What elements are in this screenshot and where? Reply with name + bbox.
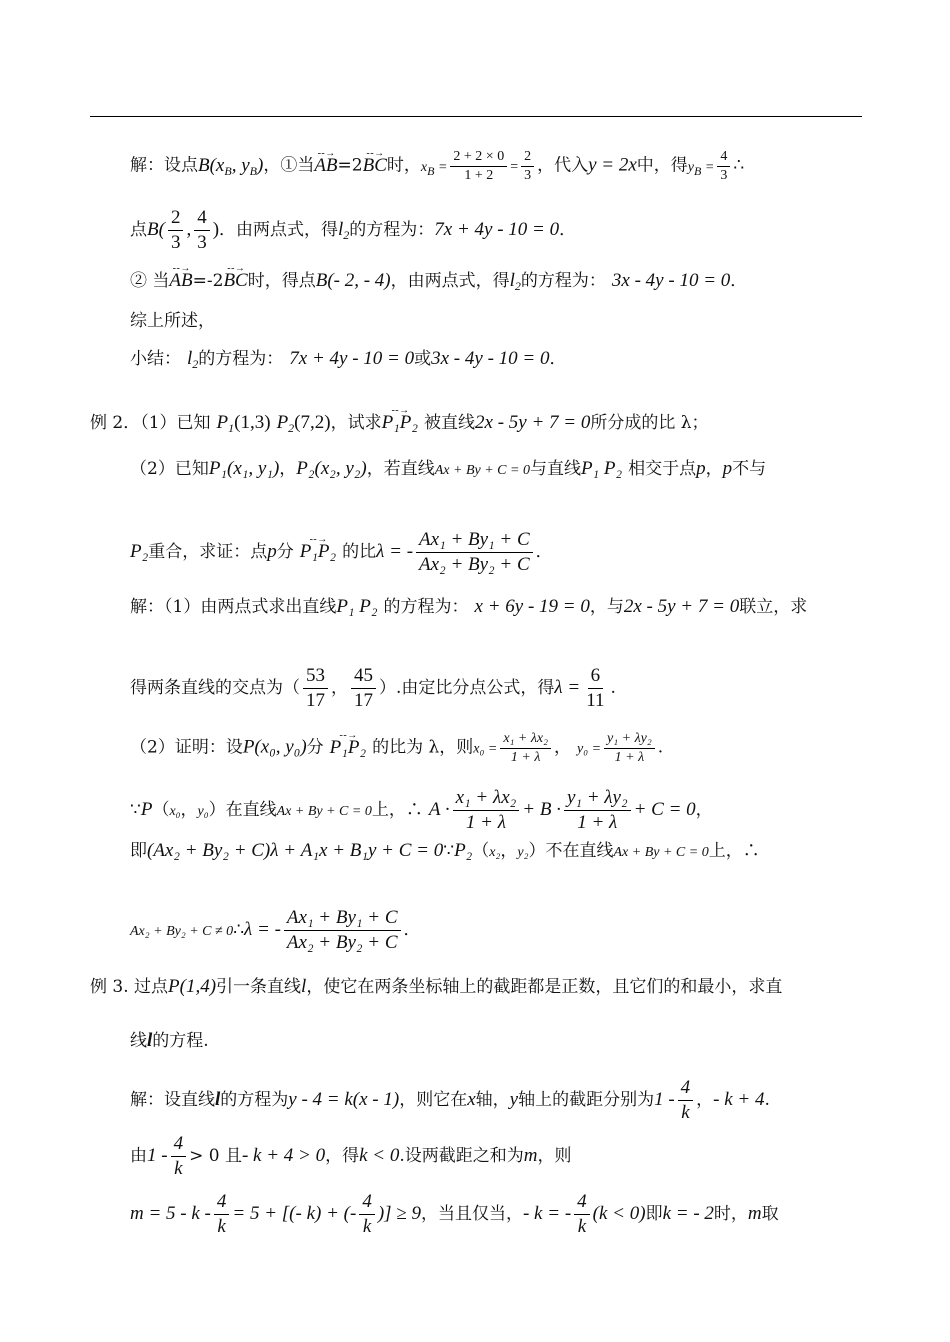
text: 即 (645, 1203, 663, 1224)
fraction-y0: $\frac{\text{y₁ + λy₂}}{1 + \lambda}$ (564, 786, 631, 835)
equation: y - 4 = k(x - 1) (288, 1088, 400, 1110)
equation: 3x - 4y - 10 = 0 (431, 348, 550, 369)
text: 的方程为： (383, 597, 469, 617)
text: ，①当 (263, 155, 315, 176)
point-P2: P₂(x₂, y₂) (296, 458, 367, 479)
point-p: p (267, 540, 277, 562)
vector-P1P2: - - → P₁P₂ (300, 535, 336, 563)
point-P1: $P_1(1,3)$ (216, 412, 271, 435)
text: 由 (130, 1145, 147, 1166)
text: 得两条直线的交点为（ (130, 677, 300, 698)
text: > 0 且 (189, 1145, 242, 1166)
text: 轴上的截距分别为 (518, 1089, 655, 1110)
text: 解：设点 (130, 155, 198, 176)
proof-line-1: （2）证明：设P(x₀, y₀)分- - → P₁P₂ 的比为 λ，则x₀ = $\frac{\text{x₁ + λx₂}}{1 + \lambda}$ ， y₀ = $\frac{\text{y₁ + λy₂}}{1 + \lambda}$ . (130, 730, 663, 766)
point-p: p (722, 458, 733, 479)
fraction-4-3: $\frac{4}{3}$ (194, 206, 210, 255)
lambda-label: λ = - (244, 918, 281, 940)
proof-line-3: 即(Ax₂ + By₂ + C)λ + A₁x + B₁y + C = 0∵P₂（x₂，y₂）不在直线Ax + By + C = 0上，∴ (130, 840, 760, 861)
solution-line-2: 点B( $\frac{2}{3}$ , $\frac{4}{3}$ )．由两点式，得$l_2$的方程为：7x + 4y - 10 = 0． (130, 207, 577, 253)
line-l: l (215, 1088, 221, 1110)
text: 的方程为： (520, 271, 606, 291)
text: 中，得 (636, 155, 688, 176)
line-l2: $l_2$ (509, 270, 521, 293)
fraction-2-3: $\frac{2}{3}$ (168, 206, 184, 255)
text: 不与 (732, 459, 767, 479)
text: ．由两点式，得 (219, 219, 339, 240)
line-l: l (301, 976, 307, 997)
text: 上，∴ (371, 799, 423, 820)
text: 相交于点 (628, 459, 697, 479)
text: 例 3. 过点 (90, 977, 169, 997)
text: 小结： (130, 349, 181, 369)
point-P1: P₁(x₁, y₁) (208, 458, 280, 479)
text: 上，∴ (708, 841, 760, 861)
fraction-lambda: $\frac{\text{Ax₁ + By₁ + C}}{\text{Ax₂ + By₂ + C}}$ (416, 528, 533, 577)
example-2-part2-cont: P₂重合，求证：点p分- - → P₁P₂ 的比λ = - $\frac{\text{Ax₁ + By₁ + C}}{\text{Ax₂ + By₂ + C}}$ ． (130, 528, 553, 577)
example-2-part2: （2）已知P₁(x₁, y₁)，P₂(x₂, y₂)，若直线Ax + By + C = 0与直线P₁ P₂ 相交于点p，p不与 (130, 458, 767, 479)
text: ）.由定比分点公式，得 (379, 677, 555, 698)
text: 的方程为 (220, 1089, 289, 1110)
text: 轴， (475, 1089, 510, 1110)
text: 时， (713, 1203, 748, 1224)
because: ∵ (443, 841, 455, 861)
text: 时， (386, 155, 421, 176)
fraction-53-17: $\frac{53}{17}$ (303, 664, 328, 713)
text: ）不在直线 (528, 841, 614, 861)
text: ，若直线 (366, 459, 435, 479)
solution-line-3: ② 当- - → AB=-2- - → BC时，得点B(- 2, - 4)，由两点式，得$l_2$的方程为： 3x - 4y - 10 = 0． (130, 264, 747, 297)
fraction-45-17: $\frac{45}{17}$ (351, 664, 376, 713)
text: 解：设直线 (130, 1089, 215, 1110)
text: 综上所述， (130, 311, 215, 331)
text: 例 2．（1）已知 (90, 413, 211, 433)
text: =2 (337, 155, 363, 176)
x0-label: x₀ = (473, 741, 498, 757)
point-B-value: B(- 2, - 4) (315, 270, 391, 291)
vector-AB: - - → AB (314, 149, 337, 177)
text: .设两截距之和为 (399, 1145, 524, 1166)
text: 的方程为： (349, 219, 435, 240)
text: 重合，求证：点 (148, 541, 268, 562)
equation: x + 6y - 19 = 0 (474, 596, 590, 617)
point-P2: P₂ (130, 540, 149, 562)
proof-line-2: ∵P（x₀，y₀）在直线Ax + By + C = 0上，∴ A · $\frac{\text{x₁ + λx₂}}{1 + \lambda}$ + B · $\frac{\text{y₁ + λy₂}}{1 + \lambda}$ + C = 0， (130, 787, 713, 833)
text: 的方程. (152, 1031, 209, 1051)
text: ，与 (589, 597, 624, 617)
solution-3-line-3: m = 5 - k - $\frac{4}{k}$ = 5 + [(- k) + (- $\frac{4}{k}$ )] ≥ 9，当且仅当，- k = - $\frac{4}{k}$ (k < 0)即k = - 2时，m取 (130, 1191, 779, 1237)
line-l2: $l_2$ (187, 348, 199, 371)
text: 取 (761, 1203, 779, 1224)
eq-y-2x: y = 2x (588, 154, 637, 176)
fraction-4-k: $\frac{4}{k}$ (574, 1190, 590, 1239)
text: 即 (130, 841, 147, 861)
equation: 2x - 5y + 7 = 0 (623, 596, 740, 617)
fraction-4-k: $\frac{4}{k}$ (359, 1190, 375, 1239)
fraction-4-k: $\frac{4}{k}$ (678, 1076, 694, 1125)
line-l2: $l_2$ (338, 218, 350, 242)
example-3-heading-cont (130, 1030, 209, 1052)
summary-line (130, 310, 215, 332)
point-p: p (696, 458, 706, 479)
vector-P1P2: - - → P₁P₂ (382, 406, 418, 434)
solution-line-1: 解：设点$B(x_B$, $y_B$)，①当- - → AB=2- - → BC时，$x_B$ = $\frac{2 + 2 \times 0}{1 + 2}$ = $\frac{2}{3}$ ，代入y = 2x中，得$y_B$ = $\frac{4}{3}$ ∴ (130, 148, 744, 184)
equation: Ax₂ + By₂ + C ≠ 0 (130, 923, 234, 939)
equation: 7x + 4y - 10 = 0 (289, 348, 415, 369)
text: 分 (276, 541, 294, 562)
header-rule (90, 116, 862, 117)
text: 所分成的比 λ； (590, 413, 709, 433)
point-P0: P(x₀, y₀) (242, 736, 307, 758)
because: ∵ (130, 799, 141, 820)
vector-BC: - - → BC (223, 264, 247, 292)
lambda-label: λ = - (376, 540, 414, 562)
text: ，得 (325, 1145, 360, 1166)
text: （2）证明：设 (130, 737, 243, 758)
line-P1P2: P₁ P₂ (336, 596, 378, 617)
line-l: l (147, 1030, 153, 1051)
vector-BC: - - → BC (363, 149, 387, 177)
solution-2-line-1 (130, 596, 807, 618)
yB-label: $y_B$ = (687, 159, 715, 178)
text: 点 (130, 219, 147, 240)
fraction-4-k: $\frac{4}{k}$ (214, 1190, 230, 1239)
point-P: P(1,4) (168, 976, 217, 997)
fraction-4-k: $\frac{4}{k}$ (171, 1132, 187, 1181)
fraction-2-3: $\frac{2}{3}$ (521, 148, 534, 184)
point-P2: $P_2(7,2)$ (276, 412, 331, 435)
text: 被直线 (424, 413, 476, 433)
equation: Ax + By + C = 0 (276, 803, 372, 819)
text: ，试求 (330, 413, 382, 433)
vector-P1P2: - - → P₁P₂ (330, 731, 366, 759)
fraction-xB: $\frac{2 + 2 \times 0}{1 + 2}$ (450, 148, 507, 184)
point-B: $B(x_B$, $y_B$) (198, 154, 264, 178)
solution-2-line-2: 得两条直线的交点为（ $\frac{53}{17}$ ， $\frac{45}{17}$ ）.由定比分点公式，得λ = $\frac{6}{11}$ . (130, 665, 616, 711)
text: 或 (414, 349, 432, 369)
text: ，则它在 (399, 1089, 468, 1110)
text: 解：（1）由两点式求出直线 (130, 597, 337, 617)
text: ，由两点式，得 (390, 271, 510, 291)
equation: 2x - 5y + 7 = 0 (475, 412, 591, 433)
equation: Ax + By + C = 0 (434, 463, 530, 478)
proof-line-4: Ax₂ + By₂ + C ≠ 0∴λ = - $\frac{\text{Ax₁ + By₁ + C}}{\text{Ax₂ + By₂ + C}}$ ． (130, 907, 421, 953)
fraction-4-3: $\frac{4}{3}$ (717, 148, 730, 184)
solution-3-line-1: 解：设直线l的方程为y - 4 = k(x - 1)，则它在x轴，y轴上的截距分别为1 - $\frac{4}{k}$ ，- k + 4. (130, 1077, 770, 1123)
lambda-label: λ = (554, 676, 581, 698)
text: （2）已知 (130, 459, 209, 479)
text: 的比 (342, 541, 377, 562)
equation: 7x + 4y - 10 = 0 (434, 218, 560, 240)
fraction-x0: $\frac{\text{x₁ + λx₂}}{1 + \lambda}$ (453, 786, 520, 835)
text: ，则 (537, 1145, 572, 1166)
text: ，代入 (537, 155, 589, 176)
text: 与直线 (529, 459, 581, 479)
fraction-y0: $\frac{\text{y₁ + λy₂}}{1 + \lambda}$ (604, 730, 655, 766)
therefore: ∴ (733, 155, 745, 176)
conclusion-line: 小结： $l_2$的方程为： 7x + 4y - 10 = 0或3x - 4y - 10 = 0． (130, 348, 567, 371)
text: ，当且仅当， (420, 1203, 523, 1224)
text: 引一条直线 (216, 977, 302, 997)
example-3-heading (90, 976, 782, 998)
xB-label: $x_B$ = (420, 159, 448, 178)
line-P1P2: P₁ P₂ (580, 458, 623, 479)
text: 分 (306, 737, 324, 758)
text: 的比为 λ，则 (372, 737, 474, 758)
fraction-lambda: $\frac{\text{Ax₁ + By₁ + C}}{\text{Ax₂ + By₂ + C}}$ (284, 906, 401, 955)
text: ，使它在两条坐标轴上的截距都是正数，且它们的和最小，求直 (306, 977, 783, 997)
example-2-heading (90, 406, 709, 439)
text: 联立，求 (739, 597, 808, 617)
therefore: ∴ (233, 919, 245, 940)
text: ）在直线 (208, 799, 277, 820)
point-P: P (140, 798, 153, 820)
text: 的方程为： (198, 349, 284, 369)
text: 时，得点 (247, 271, 316, 291)
vector-AB: - - → AB (169, 264, 192, 292)
fraction-x0: $\frac{\text{x₁ + λx₂}}{1 + \lambda}$ (500, 730, 551, 766)
equation: (Ax₂ + By₂ + C)λ + A₁x + B₁y + C = 0 (147, 840, 444, 861)
text: 线 (130, 1031, 147, 1051)
fraction-6-11: $\frac{6}{11}$ (586, 665, 605, 711)
solution-3-line-2: 由1 - $\frac{4}{k}$ > 0 且- k + 4 > 0，得k < 0.设两截距之和为m，则 (130, 1133, 572, 1179)
text: ② 当 (130, 271, 170, 291)
equation: 3x - 4y - 10 = 0 (611, 270, 731, 291)
equation: Ax + By + C = 0 (613, 845, 709, 860)
y0-label: y₀ = (577, 741, 602, 757)
